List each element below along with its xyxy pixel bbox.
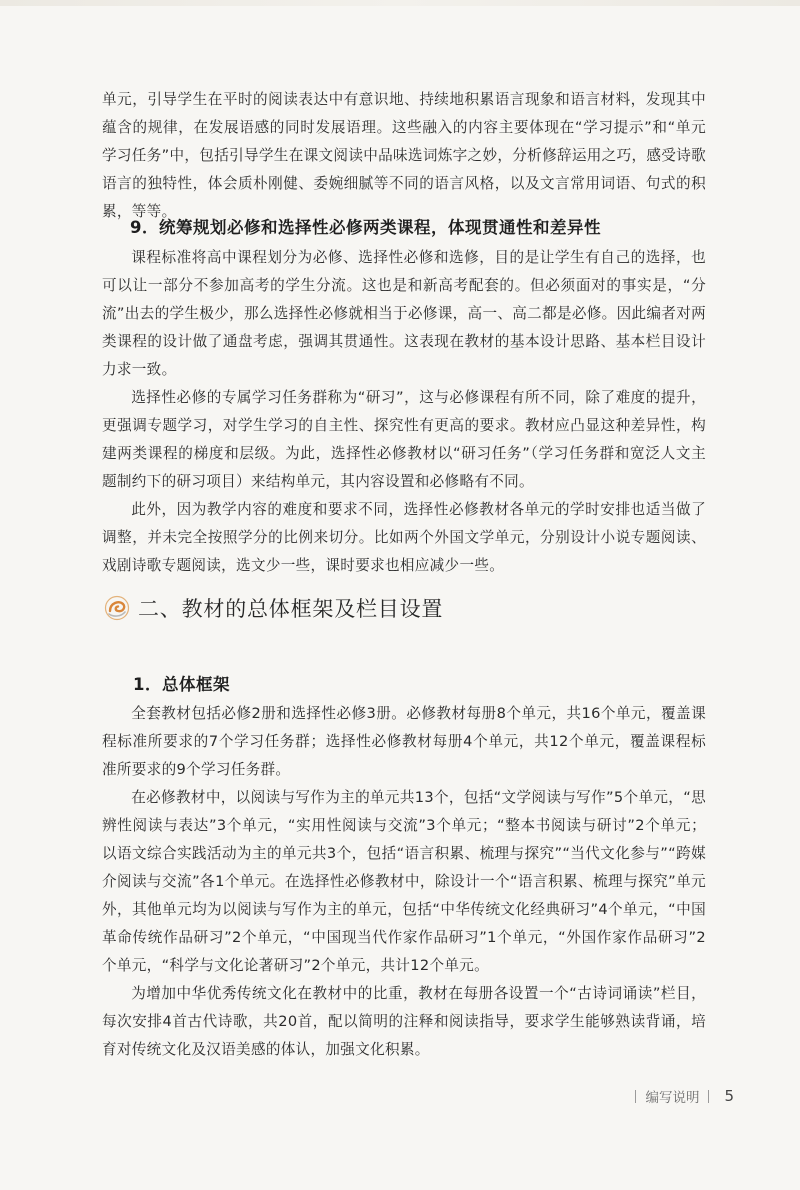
section-9-paragraph-1: 课程标准将高中课程划分为必修、选择性必修和选修，目的是让学生有自己的选择，也可以让一部分不参加高考的学生分流。这也是和新高考配套的。但必须面对的事实是，“分流”出去的学生极少，那么选择性必修就相当于必修课，高一、高二都是必修。因此编者对两类课程的设计做了通盘考虑，强调其贯通性。这表现在教材的基本设计思路、基本栏目设计力求一致。 xyxy=(102,249,706,378)
top-edge-shading xyxy=(0,0,800,6)
intro-block xyxy=(102,86,706,226)
section-9-body xyxy=(102,244,706,580)
intro-paragraph: 单元，引导学生在平时的阅读表达中有意识地、持续地积累语言现象和语言材料，发现其中蕴含的规律，在发展语感的同时发展语理。这些融入的内容主要体现在“学习提示”和“单元学习任务”中，包括引导学生在课文阅读中品味选词炼字之妙，分析修辞运用之巧，感受诗歌语言的独特性，体会质朴刚健、委婉细腻等不同的语言风格，以及文言常用词语、句式的积累，等等。 xyxy=(102,91,706,220)
section-1-paragraph-2: 在必修教材中，以阅读与写作为主的单元共13个，包括“文学阅读与写作”5个单元，“思辨性阅读与表达”3个单元，“实用性阅读与交流”3个单元；“整本书阅读与研讨”2个单元；以语文综合实践活动为主的单元共3个，包括“语言积累、梳理与探究”“当代文化参与”“跨媒介阅读与交流”各1个单元。在选择性必修教材中，除设计一个“语言积累、梳理与探究”单元外，其他单元均为以阅读与写作为主的单元，包括“中华传统文化经典研习”4个单元，“中国革命传统作品研习”2个单元，“中国现当代作家作品研习”1个单元，“外国作家作品研习”2个单元，“科学与文化论著研习”2个单元，共计12个单元。 xyxy=(102,789,706,974)
swirl-emblem-icon xyxy=(104,595,130,621)
section-1-paragraph-3: 为增加中华优秀传统文化在教材中的比重，教材在每册各设置一个“古诗词诵读”栏目，每次安排4首古代诗歌，共20首，配以简明的注释和阅读指导，要求学生能够熟读背诵，培育对传统文化及汉语美感的体认，加强文化积累。 xyxy=(102,985,706,1058)
section-1-paragraph-1: 全套教材包括必修2册和选择性必修3册。必修教材每册8个单元，共16个单元，覆盖课程标准所要求的7个学习任务群；选择性必修教材每册4个单元，共12个单元，覆盖课程标准所要求的9个学习任务群。 xyxy=(102,705,706,778)
chapter-title: 二、教材的总体框架及栏目设置 xyxy=(138,597,444,621)
section-1-body xyxy=(102,700,706,1064)
footer-divider-right xyxy=(708,1090,709,1103)
chapter-heading xyxy=(104,590,443,626)
page-number: 5 xyxy=(724,1087,734,1105)
section-9-paragraph-3: 此外，因为教学内容的难度和要求不同，选择性必修教材各单元的学时安排也适当做了调整，并未完全按照学分的比例来切分。比如两个外国文学单元，分别设计小说专题阅读、戏剧诗歌专题阅读，选文少一些，课时要求也相应减少一些。 xyxy=(102,501,706,574)
page-footer xyxy=(626,1086,734,1106)
section-1-heading: 1．总体框架 xyxy=(133,675,230,694)
section-9-heading: 9．统筹规划必修和选择性必修两类课程，体现贯通性和差异性 xyxy=(130,218,601,237)
footer-divider-left xyxy=(635,1090,636,1103)
footer-label: 编写说明 xyxy=(645,1090,700,1106)
section-9-paragraph-2: 选择性必修的专属学习任务群称为“研习”，这与必修课程有所不同，除了难度的提升，更强调专题学习，对学生学习的自主性、探究性有更高的要求。教材应凸显这种差异性，构建两类课程的梯度和层级。为此，选择性必修教材以“研习任务”（学习任务群和宽泛人文主题制约下的研习项目）来结构单元，其内容设置和必修略有不同。 xyxy=(102,389,706,490)
